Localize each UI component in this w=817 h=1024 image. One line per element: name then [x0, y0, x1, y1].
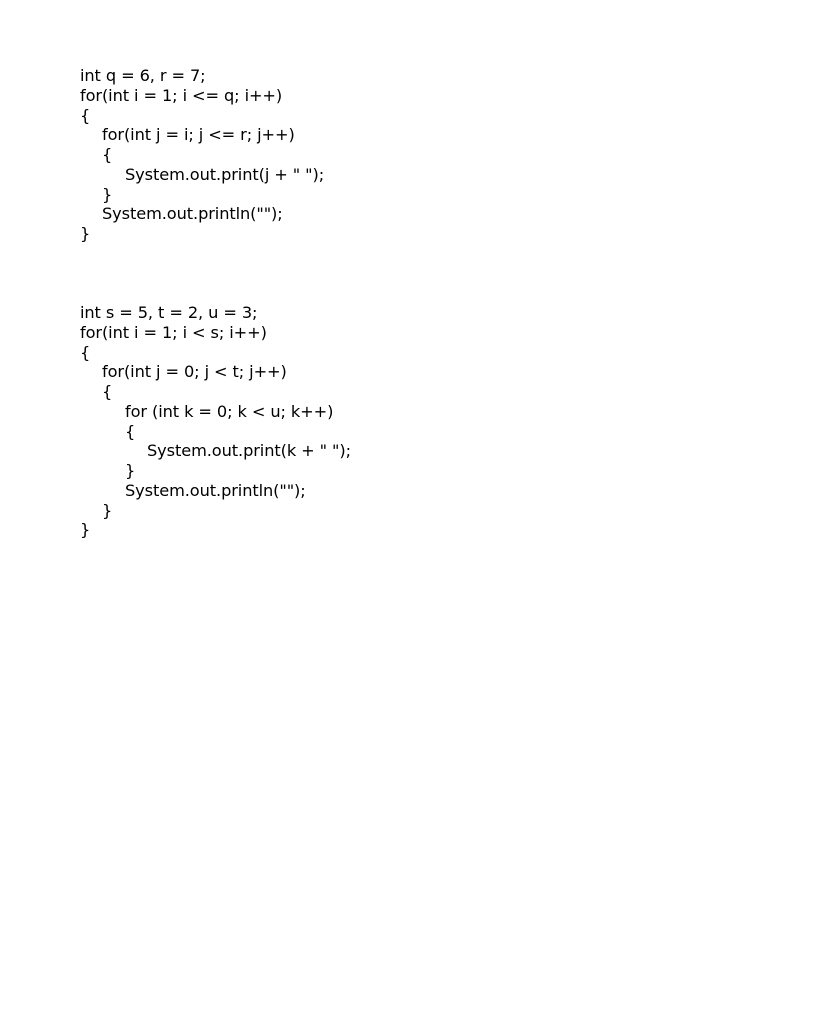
code-line: for(int j = 0; j < t; j++): [102, 362, 287, 382]
code-block-1: [80, 66, 324, 244]
code-line: {: [80, 342, 91, 362]
code-line: {: [80, 105, 91, 125]
code-line: int q = 6, r = 7;: [80, 66, 206, 85]
code-line: int s = 5, t = 2, u = 3;: [80, 303, 258, 322]
code-line: for(int i = 1; i < s; i++): [80, 322, 267, 342]
code-line: for(int i = 1; i <= q; i++): [80, 85, 283, 105]
code-line: {: [125, 421, 136, 441]
code-line: {: [102, 145, 113, 164]
code-line: System.out.print(j + " ");: [125, 164, 325, 184]
code-line: }: [102, 184, 113, 204]
code-line: }: [80, 224, 91, 243]
code-line: for(int j = i; j <= r; j++): [102, 125, 295, 145]
code-line: System.out.print(k + " ");: [147, 441, 351, 461]
code-line: for (int k = 0; k < u; k++): [125, 401, 334, 421]
code-line: }: [80, 520, 91, 540]
code-block-2: [80, 303, 351, 540]
code-line: System.out.println("");: [102, 204, 283, 224]
code-line: }: [102, 500, 113, 520]
code-line: {: [102, 382, 113, 401]
code-line: System.out.println("");: [125, 480, 306, 500]
code-line: }: [125, 461, 136, 480]
